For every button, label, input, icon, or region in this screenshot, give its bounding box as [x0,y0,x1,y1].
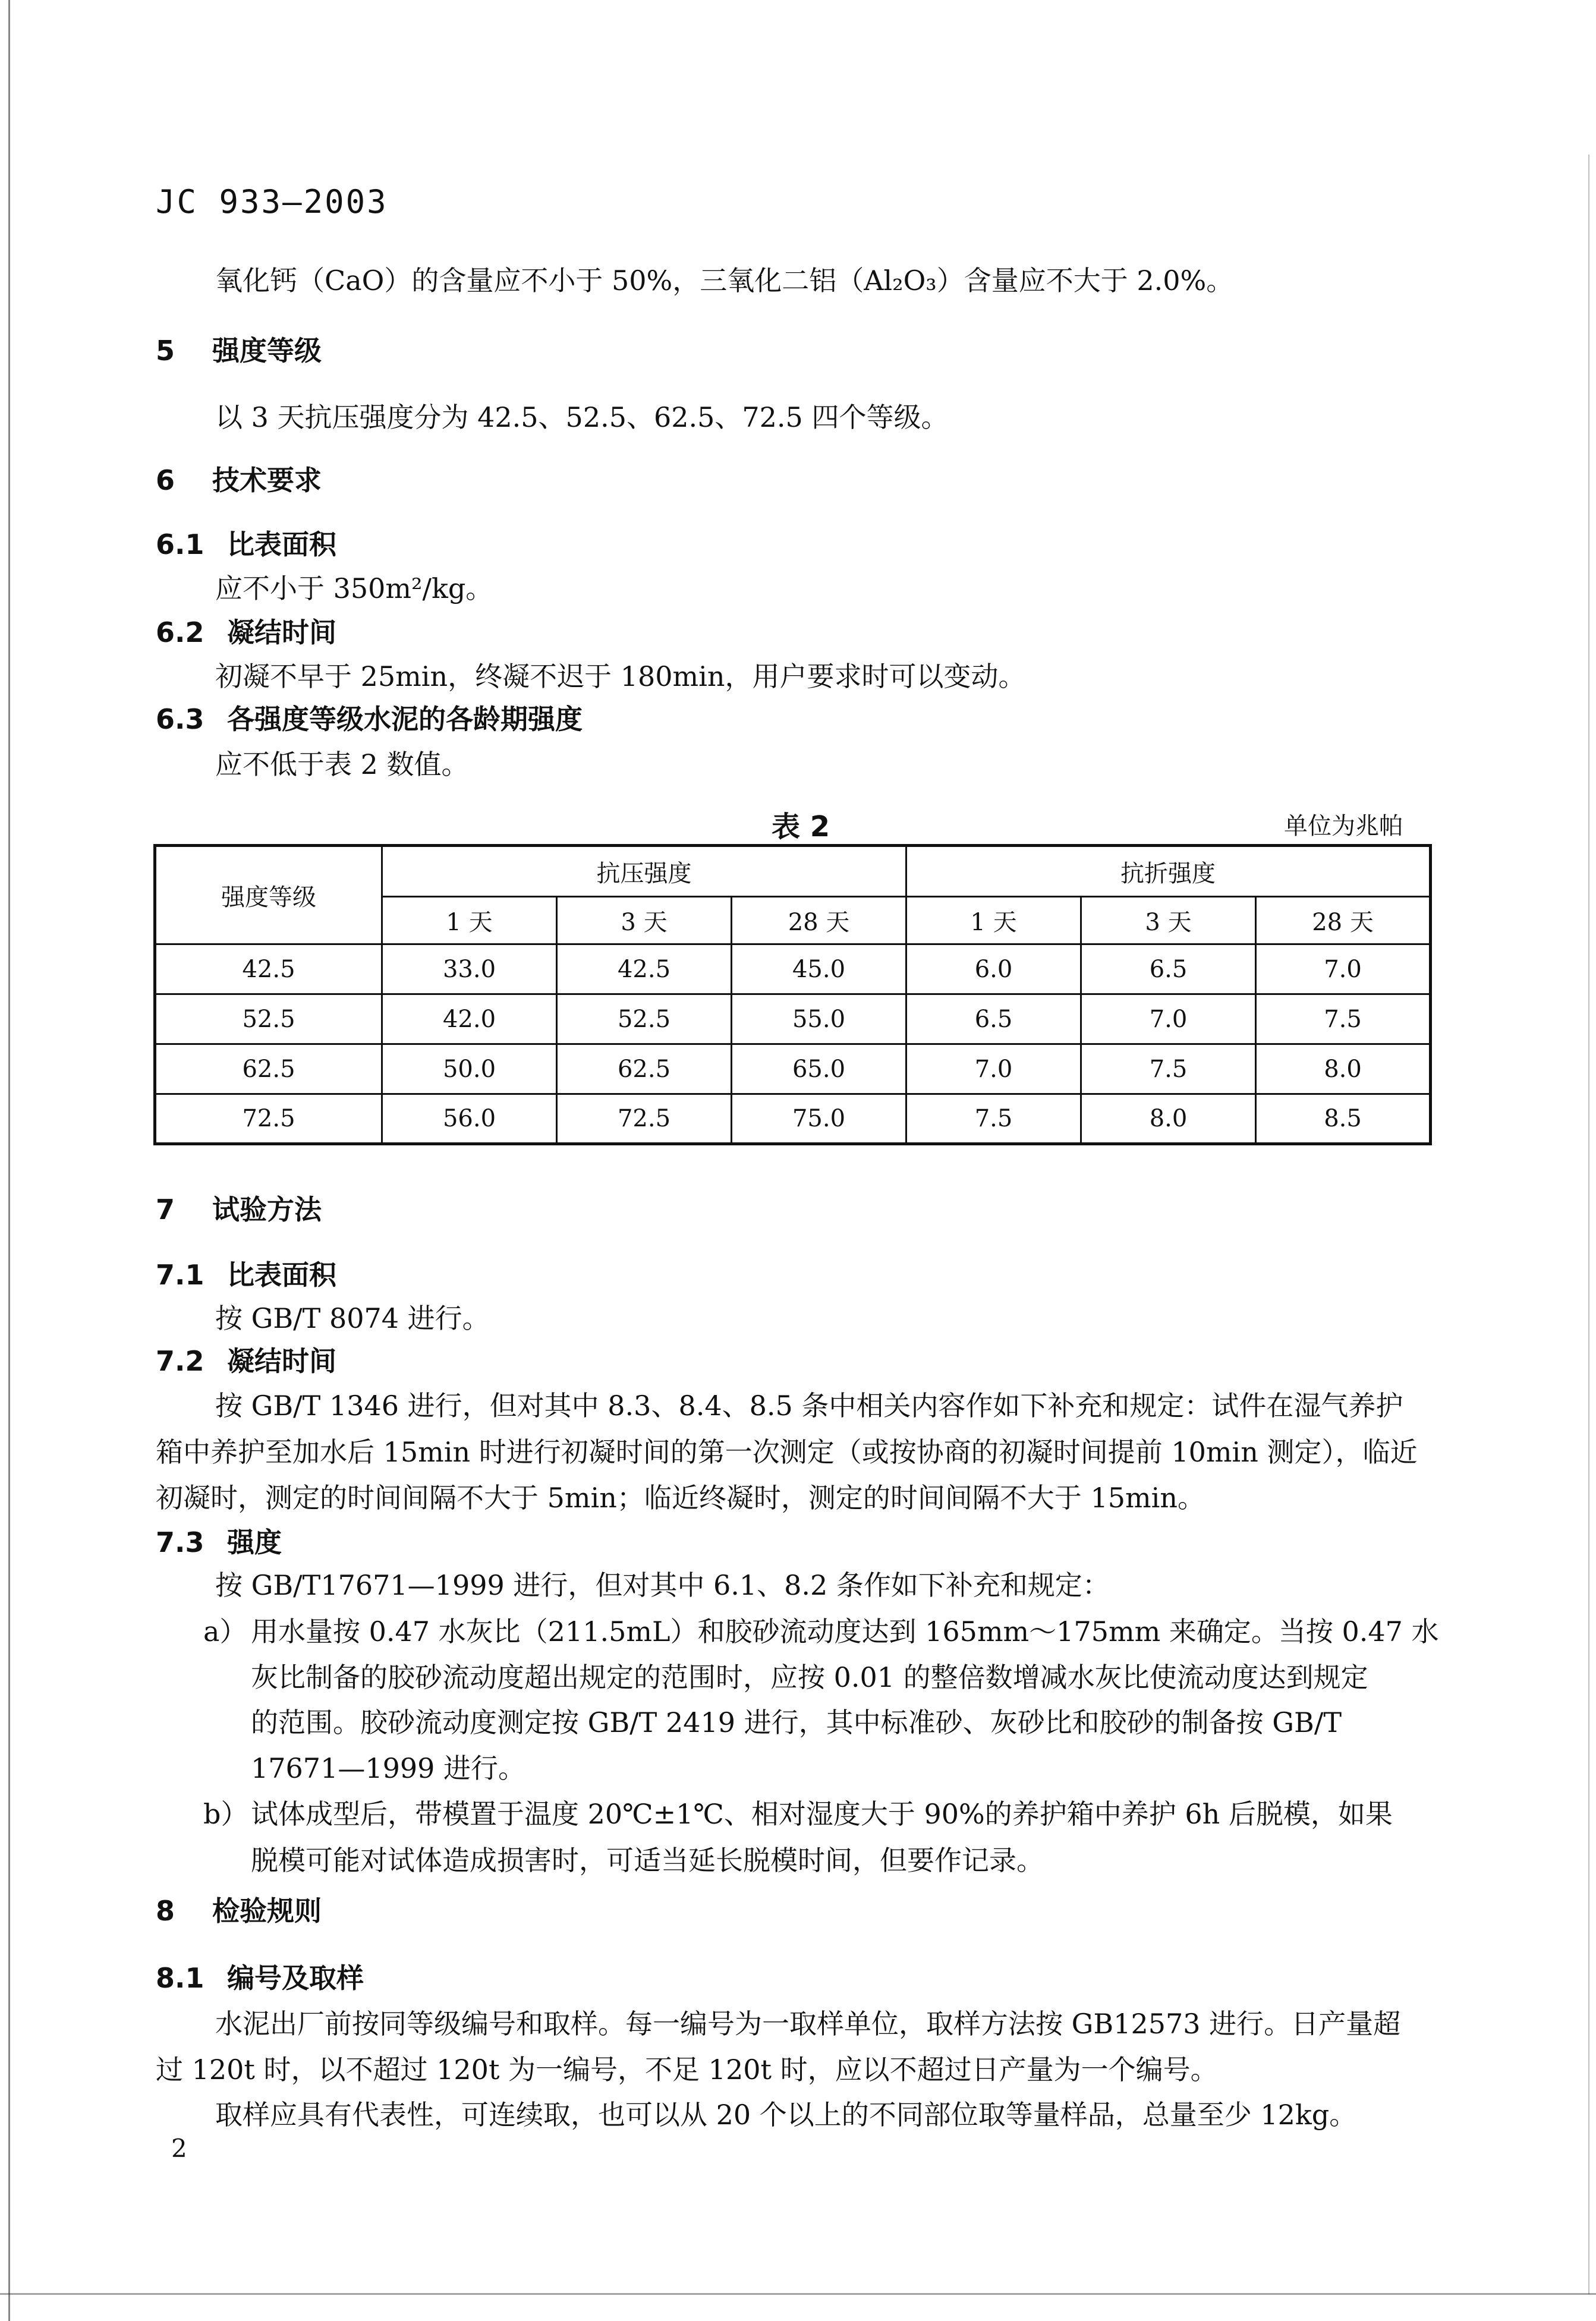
table-row [155,994,1431,1044]
table-cell: 56.0 [382,1094,557,1144]
section5-heading [156,333,322,369]
table-cell: 50.0 [382,1044,557,1094]
section7-title: 试验方法 [212,1193,322,1226]
table-cell: 7.0 [1256,944,1431,994]
section72-title: 凝结时间 [227,1345,336,1377]
scan-edge-bottom [0,2293,1596,2295]
table-cell: 7.5 [1256,994,1431,1044]
table-cell: 42.5 [557,944,732,994]
section71-text: 按 GB/T 8074 进行。 [215,1302,490,1334]
table-cell: 6.5 [906,994,1081,1044]
list-item-a-line: 用水量按 0.47 水灰比（211.5mL）和胶砂流动度达到 165mm～175mm 来确定。当按 0.47 水 [251,1615,1439,1648]
list-item-b-line: 试体成型后，带模置于温度 20℃±1℃、相对湿度大于 90%的养护箱中养护 6h 后脱模，如果 [251,1798,1393,1830]
table-row [155,1044,1431,1094]
section5-title: 强度等级 [212,335,322,367]
section62-number: 6.2 [156,616,204,648]
table2-header-age: 3 天 [1081,897,1256,944]
table-cell: 8.0 [1081,1094,1256,1144]
section81-number: 8.1 [156,1962,204,1994]
table-cell: 7.5 [906,1094,1081,1144]
section8-heading [156,1893,322,1929]
section5-text: 以 3 天抗压强度分为 42.5、52.5、62.5、72.5 四个等级。 [215,401,949,433]
section62-text: 初凝不早于 25min，终凝不迟于 180min，用户要求时可以变动。 [215,660,1026,692]
section8-title: 检验规则 [212,1895,322,1927]
table2-header-grade: 强度等级 [155,846,382,944]
section62-heading [156,615,336,650]
table-cell: 55.0 [732,994,906,1044]
section81-heading [156,1960,364,1996]
section6-heading [156,462,322,498]
table-cell: 7.5 [1081,1044,1256,1094]
list-item-b-line: 脱模可能对试体造成损害时，可适当延长脱模时间，但要作记录。 [251,1844,1044,1876]
section63-text: 应不低于表 2 数值。 [215,748,469,780]
section72-heading [156,1343,336,1379]
section81-line: 水泥出厂前按同等级编号和取样。每一编号为一取样单位，取样方法按 GB12573 进行。日产量超 [215,2008,1401,2040]
table-cell: 42.0 [382,994,557,1044]
table-cell: 8.0 [1256,1044,1431,1094]
section72-number: 7.2 [156,1345,204,1377]
section72-line: 按 GB/T 1346 进行，但对其中 8.3、8.4、8.5 条中相关内容作如下补充和规定：试件在湿气养护 [215,1390,1403,1422]
table-cell: 33.0 [382,944,557,994]
section71-heading [156,1257,336,1293]
table2-header-age: 1 天 [382,897,557,944]
scan-edge-right [1588,155,1589,2294]
table2 [153,844,1432,1145]
table-cell: 72.5 [557,1094,732,1144]
table-cell: 42.5 [155,944,382,994]
table-cell: 6.5 [1081,944,1256,994]
section6-number: 6 [156,464,175,496]
table-cell: 72.5 [155,1094,382,1144]
section73-intro: 按 GB/T17671—1999 进行，但对其中 6.1、8.2 条作如下补充和规定： [215,1569,1110,1601]
section71-number: 7.1 [156,1259,204,1291]
table-cell: 65.0 [732,1044,906,1094]
table2-header-row-1 [155,846,1431,897]
section71-title: 比表面积 [227,1259,336,1291]
section63-title: 各强度等级水泥的各龄期强度 [227,703,583,735]
table-cell: 75.0 [732,1094,906,1144]
section72-line: 初凝时，测定的时间间隔不大于 5min；临近终凝时，测定的时间间隔不大于 15min。 [156,1482,1205,1514]
table2-header-compressive: 抗压强度 [382,846,906,897]
scan-edge-left [8,0,10,2321]
section61-number: 6.1 [156,528,204,560]
table2-header-age: 1 天 [906,897,1081,944]
section72-line: 箱中养护至加水后 15min 时进行初凝时间的第一次测定（或按协商的初凝时间提前 10min 测定），临近 [156,1436,1418,1468]
section73-number: 7.3 [156,1526,204,1558]
table2-unit: 单位为兆帕 [1284,812,1403,840]
section73-title: 强度 [227,1526,282,1558]
table-cell: 6.0 [906,944,1081,994]
section62-title: 凝结时间 [227,616,336,648]
section61-heading [156,527,336,562]
section63-number: 6.3 [156,703,204,735]
section63-heading [156,701,583,737]
section7-number: 7 [156,1193,175,1226]
table-cell: 7.0 [1081,994,1256,1044]
section7-heading [156,1192,322,1227]
list-item-a-line: 灰比制备的胶砂流动度超出规定的范围时，应按 0.01 的整倍数增减水灰比使流动度达到规定 [251,1661,1368,1693]
section81-line: 过 120t 时，以不超过 120t 为一编号，不足 120t 时，应以不超过日产量为一个编号。 [156,2054,1218,2086]
section81-line: 取样应具有代表性，可连续取，也可以从 20 个以上的不同部位取等量样品，总量至少 12kg。 [215,2099,1357,2131]
table-cell: 8.5 [1256,1094,1431,1144]
table2-header-flexural: 抗折强度 [906,846,1431,897]
table2-header-age: 28 天 [732,897,906,944]
table-cell: 62.5 [557,1044,732,1094]
section61-title: 比表面积 [227,528,336,560]
table-cell: 52.5 [557,994,732,1044]
section81-title: 编号及取样 [227,1962,364,1994]
table2-header-age: 3 天 [557,897,732,944]
table-cell: 7.0 [906,1044,1081,1094]
list-label-a: a） [203,1615,247,1648]
section5-number: 5 [156,335,175,367]
list-label-b: b） [203,1798,248,1830]
list-item-a-line: 的范围。胶砂流动度测定按 GB/T 2419 进行，其中标准砂、灰砂比和胶砂的制备按 GB/T [251,1706,1342,1739]
table-cell: 45.0 [732,944,906,994]
list-item-a-line: 17671—1999 进行。 [251,1752,526,1784]
doc-code: JC 933—2003 [156,183,388,221]
page-number: 2 [171,2134,187,2163]
section6-title: 技术要求 [212,464,322,496]
table2-header-age: 28 天 [1256,897,1431,944]
section61-text: 应不小于 350m²/kg。 [215,572,493,604]
table-row [155,944,1431,994]
section73-heading [156,1525,282,1560]
table-cell: 62.5 [155,1044,382,1094]
section4-tail-text: 氧化钙（CaO）的含量应不小于 50%，三氧化二铝（Al₂O₃）含量应不大于 2.0%。 [215,264,1234,297]
table2-title: 表 2 [772,810,830,843]
section8-number: 8 [156,1895,175,1927]
table-row [155,1094,1431,1144]
table-cell: 52.5 [155,994,382,1044]
